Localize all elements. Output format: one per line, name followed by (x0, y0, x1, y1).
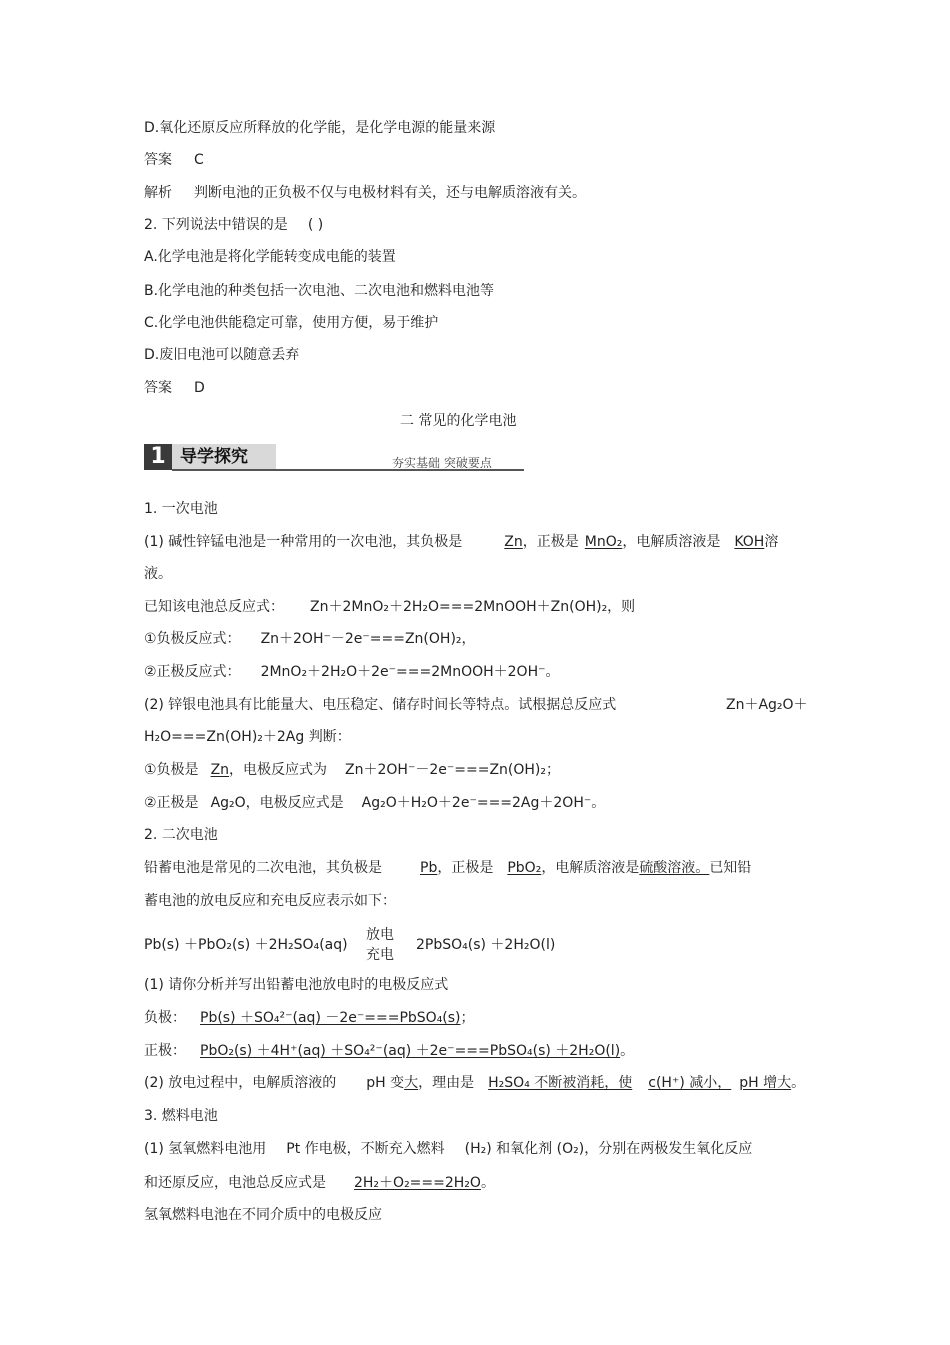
blank-answer: 大 (404, 1075, 419, 1091)
q2-option-d: D.废旧电池可以随意丢弃 (144, 347, 300, 363)
text-run: ，电极反应式是 (245, 795, 344, 811)
text-run: 。 (480, 1175, 495, 1191)
q2-option-c: C.化学电池供能稳定可靠，使用方便，易于维护 (144, 315, 439, 331)
q2-stem (144, 215, 323, 235)
secondary-p (144, 858, 751, 878)
blank-answer: KOH (734, 534, 765, 550)
fuel-p-cont (144, 1173, 495, 1193)
text-run: (1) 碱性锌锰电池是一种常用的一次电池，其负极是 (144, 534, 463, 550)
primary-p1-cont: 液。 (144, 566, 172, 582)
text-run: ①负极是 (144, 762, 199, 778)
secondary-q2 (144, 1073, 805, 1093)
blank-answer: Zn (210, 762, 230, 778)
primary-pos-line (144, 662, 560, 682)
q2-paren: ( ) (307, 217, 324, 233)
text-run: ，电解质溶液是 (622, 534, 721, 550)
analysis-text: 判断电池的正负极不仅与电极材料有关，还与电解质溶液有关。 (194, 185, 586, 201)
text-run: 和还原反应，电池总反应式是 (144, 1175, 326, 1191)
secondary-title: 2. 二次电池 (144, 827, 218, 843)
secondary-q1: (1) 请你分析并写出铅蓄电池放电时的电极反应式 (144, 977, 449, 993)
q1-answer-line (144, 150, 204, 170)
primary-p2-eq: Zn＋Ag₂O＋ (726, 697, 808, 713)
q2-stem-text: 2. 下列说法中错误的是 (144, 217, 288, 233)
text-run: 已知该电池总反应式： (144, 599, 284, 615)
text-run: (H₂) 和氧化剂 (O₂)，分别在两极发生氧化反应 (464, 1141, 753, 1157)
text-run: 正极： (144, 1043, 186, 1059)
blank-answer: 2H₂＋O₂===2H₂O (354, 1175, 481, 1191)
answer-label: 答案 (144, 152, 172, 168)
banner-number-badge: 1 (144, 444, 172, 470)
text-run: Pt 作电极，不断充入燃料 (286, 1141, 445, 1157)
q2-option-b: B.化学电池的种类包括一次电池、二次电池和燃料电池等 (144, 283, 495, 299)
text-run: ，正极是 (522, 534, 579, 550)
text-run: ，理由是 (418, 1075, 475, 1091)
text-run: ①负极反应式： (144, 631, 241, 647)
lead-neg-line (144, 1008, 475, 1028)
text-run: (1) 氢氧燃料电池用 (144, 1141, 267, 1157)
guide-banner (144, 444, 524, 474)
analysis-label: 解析 (144, 185, 172, 201)
lead-eq-left: Pb(s) ＋PbO₂(s) ＋2H₂SO₄(aq) (144, 937, 348, 953)
lead-pos-line (144, 1041, 634, 1061)
section-heading: 二 常见的化学电池 (400, 413, 517, 429)
fuel-p (144, 1139, 752, 1159)
silver-pos-line (144, 793, 605, 813)
equation: 2MnO₂＋2H₂O＋2e⁻===2MnOOH＋2OH⁻。 (260, 664, 560, 680)
text-run: ②正极反应式： (144, 664, 241, 680)
blank-answer: c(H⁺) 减小， (648, 1075, 732, 1091)
text-run: ，电极反应式为 (229, 762, 328, 778)
blank-answer: Ag₂O (210, 795, 246, 811)
primary-total-line (144, 597, 635, 617)
blank-answer: 硫酸溶液。 (639, 860, 710, 876)
secondary-p-cont: 蓄电池的放电反应和充电反应表示如下： (144, 893, 396, 909)
lead-eq-arrow (366, 924, 394, 964)
text-run: (2) 放电过程中，电解质溶液的 (144, 1075, 337, 1091)
answer-label: 答案 (144, 380, 172, 396)
fuel-title: 3. 燃料电池 (144, 1108, 218, 1124)
equation: Pb(s) ＋SO₄²⁻(aq) －2e⁻===PbSO₄(s) (200, 1010, 461, 1026)
q2-answer-line (144, 378, 205, 398)
q1-option-d: D.氧化还原反应所释放的化学能，是化学电源的能量来源 (144, 120, 496, 136)
equation: Ag₂O＋H₂O＋2e⁻===2Ag＋2OH⁻。 (361, 795, 606, 811)
q1-analysis-line (144, 183, 586, 203)
text-run: ； (460, 1010, 475, 1026)
silver-neg-line (144, 760, 560, 780)
primary-p2-cont: H₂O===Zn(OH)₂＋2Ag 判断： (144, 729, 351, 745)
banner-title: 导学探究 (172, 444, 276, 470)
text-run: pH 变 (366, 1075, 405, 1091)
answer-value: C (194, 152, 204, 168)
answer-value: D (194, 380, 205, 396)
lead-eq-right: 2PbSO₄(s) ＋2H₂O(l) (416, 937, 556, 953)
fuel-media-line: 氢氧燃料电池在不同介质中的电极反应 (144, 1207, 382, 1223)
blank-answer: H₂SO₄ 不断被消耗，使 (488, 1075, 633, 1091)
text-run: 已知铅 (709, 860, 752, 876)
text-run: ②正极是 (144, 795, 199, 811)
text-run: 。 (791, 1075, 806, 1091)
primary-p2: (2) 锌银电池具有比能量大、电压稳定、储存时间长等特点。试根据总反应式 (144, 697, 617, 713)
primary-p1 (144, 532, 778, 552)
blank-answer: pH 增大 (739, 1075, 792, 1091)
blank-answer: Pb (420, 860, 438, 876)
equation: Zn＋2MnO₂＋2H₂O===2MnOOH＋Zn(OH)₂，则 (310, 599, 636, 615)
text-run: 负极： (144, 1010, 186, 1026)
discharge-label: 放电 (366, 927, 394, 943)
equation: Zn＋2OH⁻－2e⁻===Zn(OH)₂， (260, 631, 476, 647)
equation: PbO₂(s) ＋4H⁺(aq) ＋SO₄²⁻(aq) ＋2e⁻===PbSO₄(s) ＋2H₂O(l) (200, 1043, 621, 1059)
blank-answer: Zn (504, 534, 523, 550)
primary-title: 1. 一次电池 (144, 501, 218, 517)
banner-subtitle: 夯实基础 突破要点 (392, 456, 492, 470)
charge-label: 充电 (366, 947, 394, 963)
text-run: 。 (620, 1043, 635, 1059)
text-run: ，正极是 (437, 860, 494, 876)
q2-option-a: A.化学电池是将化学能转变成电能的装置 (144, 249, 396, 265)
text-run: 铅蓄电池是常见的二次电池，其负极是 (144, 860, 382, 876)
equation: Zn＋2OH⁻－2e⁻===Zn(OH)₂； (345, 762, 560, 778)
blank-answer: PbO₂ (507, 860, 542, 876)
blank-answer: MnO₂ (584, 534, 623, 550)
primary-neg-line (144, 629, 476, 649)
text-run: 溶 (764, 534, 779, 550)
text-run: ，电解质溶液是 (541, 860, 640, 876)
